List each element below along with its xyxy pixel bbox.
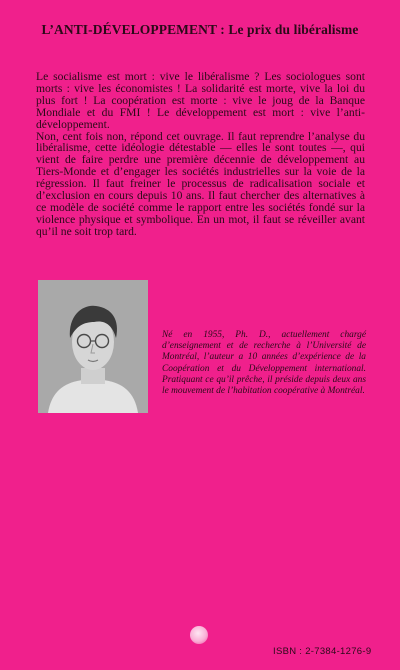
author-photo [38,280,148,413]
publisher-emblem [190,626,208,644]
book-title: L’ANTI-DÉVELOPPEMENT : Le prix du libéralisme [41,22,359,37]
blurb-paragraph-1: Le socialisme est mort : vive le libéralisme ? Les sociologues sont morts : vive les économistes ! La solidarité est morte, vive la loi du plus fort ! La coopération est morte : vive le joug de la Banque Mondiale et du FMI ! Le développement est mort : vive l’anti-développement. [36,70,365,131]
author-bio-text: Né en 1955, Ph. D., actuellement chargé d’enseignement et de recherche à l’Université de Montréal, l’auteur a 10 années d’expérience de la Coopération et du Développement international. Pratiquant ce qu’il prêche, il préside depuis deux ans le mouvement de l’habitation coopérative à Montréal. [162,330,366,397]
author-bio [162,330,366,397]
isbn-label: ISBN : 2-7384-1276-9 [273,646,372,657]
blurb-paragraph-2: Non, cent fois non, répond cet ouvrage. Il faut reprendre l’analyse du libéralisme, cette idéologie détestable — elles le sont toutes —, qui vient de faire perdre une première décennie de développement au Tiers-Monde et d’engager les sociétés industrielles sur la voie de la régression. Il faut freiner le processus de radicalisation sociale et d’exclusion en cours depuis 10 ans. Il faut chercher des alternatives à ce modèle de société comme le rapport entre les sociétés fondé sur la violence physique et symbolique. En un mot, il faut se réveiller avant qu’il ne soit trop tard. [36,129,365,238]
back-cover-blurb [36,71,365,238]
